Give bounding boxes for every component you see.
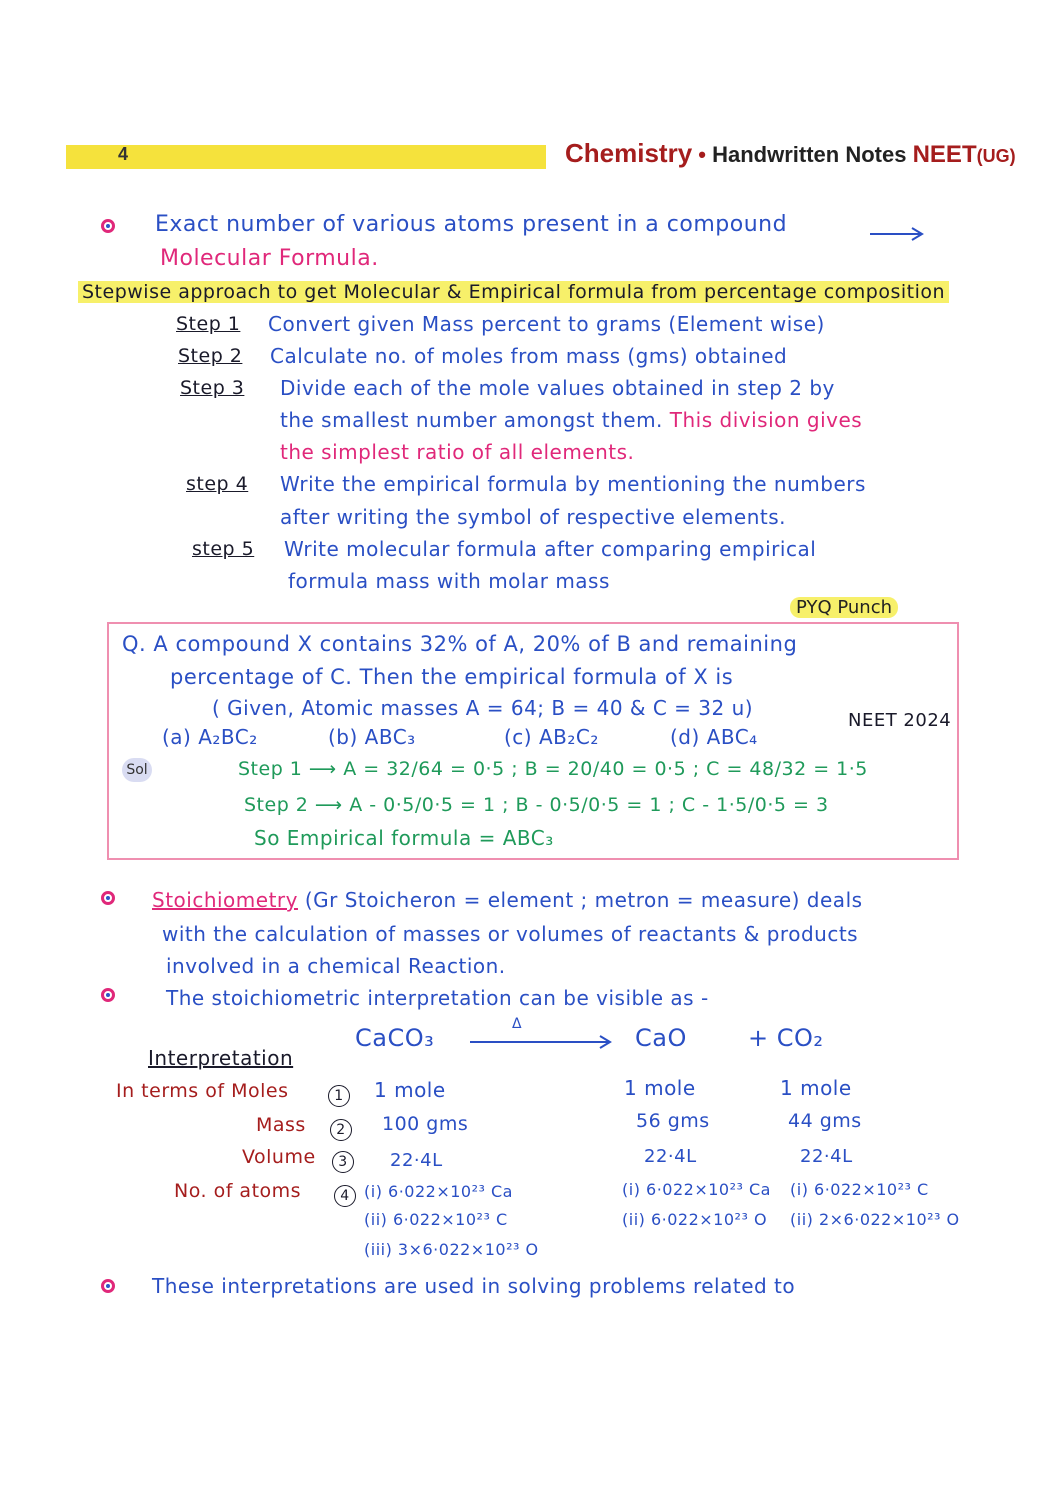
- step-text: Write the empirical formula by mentioning the numbers: [280, 472, 866, 496]
- step-label: Step 1: [176, 313, 241, 335]
- step-label: step 4: [186, 473, 249, 495]
- reaction-condition: Δ: [512, 1016, 523, 1032]
- step-text: formula mass with molar mass: [288, 569, 610, 593]
- question-line-1: Q. A compound X contains 32% of A, 20% of B and remaining: [122, 632, 798, 656]
- reactant: CaCO₃: [355, 1024, 435, 1052]
- question-line-2: percentage of C. Then the empirical formula of X is: [170, 665, 734, 689]
- product1-value: 56 gms: [636, 1110, 710, 1132]
- product2-value: 1 mole: [780, 1076, 852, 1100]
- row-number: 4: [334, 1181, 362, 1207]
- step-label: Step 3: [180, 377, 245, 399]
- product2-value: 44 gms: [788, 1110, 862, 1132]
- reactant-value: (ii) 6·022×10²³ C: [364, 1210, 508, 1229]
- footer-line: These interpretations are used in solving problems related to: [152, 1274, 796, 1298]
- row-number: 2: [330, 1115, 358, 1141]
- option-d: (d) ABC₄: [670, 725, 758, 749]
- stepwise-heading: Stepwise approach to get Molecular & Empirical formula from percentage composition: [78, 281, 949, 303]
- reactant-value: 100 gms: [382, 1113, 469, 1135]
- option-a: (a) A₂BC₂: [162, 725, 258, 749]
- product1-value: (i) 6·022×10²³ Ca: [622, 1180, 771, 1199]
- bullet-icon: [101, 891, 115, 905]
- step-text: Divide each of the mole values obtained in step 2 by: [280, 376, 835, 400]
- bullet-icon: [101, 988, 115, 1002]
- arrow-icon: [870, 226, 920, 245]
- stoich-interp-line: The stoichiometric interpretation can be visible as -: [166, 986, 709, 1010]
- step-label: Step 2: [178, 345, 243, 367]
- table-title: Interpretation: [148, 1046, 294, 1070]
- row-number: 3: [332, 1147, 360, 1173]
- question-line-3: ( Given, Atomic masses A = 64; B = 40 & C = 32 u): [212, 696, 754, 720]
- solution-step-1: Step 1 ⟶ A = 32/64 = 0·5 ; B = 20/40 = 0·5 ; C = 48/32 = 1·5: [238, 758, 868, 780]
- option-c: (c) AB₂C₂: [504, 725, 599, 749]
- product1-value: (ii) 6·022×10²³ O: [622, 1210, 768, 1229]
- step-label: step 5: [192, 538, 255, 560]
- option-b: (b) ABC₃: [328, 725, 416, 749]
- product1-value: 1 mole: [624, 1076, 696, 1100]
- intro-line-2: Molecular Formula.: [160, 246, 379, 271]
- row-label: Volume: [242, 1146, 316, 1168]
- step-text: the smallest number amongst them. This division gives: [280, 408, 863, 432]
- product-1: CaO: [635, 1024, 687, 1052]
- row-number: 1: [328, 1081, 356, 1107]
- product2-value: 22·4L: [800, 1146, 853, 1167]
- row-label: In terms of Moles: [116, 1080, 289, 1102]
- brand-logo: NEET: [912, 141, 977, 168]
- solution-step-2: Step 2 ⟶ A - 0·5/0·5 = 1 ; B - 0·5/0·5 = 1 ; C - 1·5/0·5 = 3: [244, 794, 829, 816]
- header-subtitle: Handwritten Notes: [712, 142, 907, 167]
- product2-value: (ii) 2×6·022×10²³ O: [790, 1210, 960, 1229]
- bullet-icon: [101, 1279, 115, 1293]
- reactant-value: (i) 6·022×10²³ Ca: [364, 1182, 513, 1201]
- row-label: No. of atoms: [174, 1180, 302, 1202]
- stoich-line-1: Stoichiometry (Gr Stoicheron = element ; metron = measure) deals: [152, 888, 863, 912]
- reactant-value: (iii) 3×6·022×10²³ O: [364, 1240, 539, 1259]
- solution-step-3: So Empirical formula = ABC₃: [254, 826, 554, 850]
- reactant-value: 22·4L: [390, 1150, 443, 1171]
- reactant-value: 1 mole: [374, 1078, 446, 1102]
- step-text: Calculate no. of moles from mass (gms) obtained: [270, 344, 788, 368]
- reaction-arrow-icon: [470, 1034, 615, 1053]
- exam-tag: NEET 2024: [848, 710, 952, 731]
- product-2: + CO₂: [748, 1024, 824, 1052]
- page-number: 4: [118, 144, 129, 164]
- product1-value: 22·4L: [644, 1146, 697, 1167]
- subject-title: Chemistry: [565, 138, 693, 168]
- header-separator: •: [698, 142, 706, 167]
- stoich-line-3: involved in a chemical Reaction.: [166, 954, 506, 978]
- header-title: [565, 138, 1016, 169]
- pyq-tag: PYQ Punch: [790, 597, 898, 618]
- product2-value: (i) 6·022×10²³ C: [790, 1180, 929, 1199]
- header-bar: [66, 145, 546, 169]
- row-label: Mass: [256, 1114, 306, 1136]
- bullet-icon: [101, 219, 115, 233]
- brand-suffix: (UG): [976, 146, 1016, 166]
- intro-line-1: Exact number of various atoms present in a compound: [155, 212, 788, 237]
- step-text: Convert given Mass percent to grams (Element wise): [268, 312, 825, 336]
- step-text: Write molecular formula after comparing empirical: [284, 537, 817, 561]
- stoich-line-2: with the calculation of masses or volumes of reactants & products: [162, 922, 859, 946]
- sol-badge: Sol: [122, 758, 152, 782]
- step-text: the simplest ratio of all elements.: [280, 440, 635, 464]
- step-text: after writing the symbol of respective elements.: [280, 505, 786, 529]
